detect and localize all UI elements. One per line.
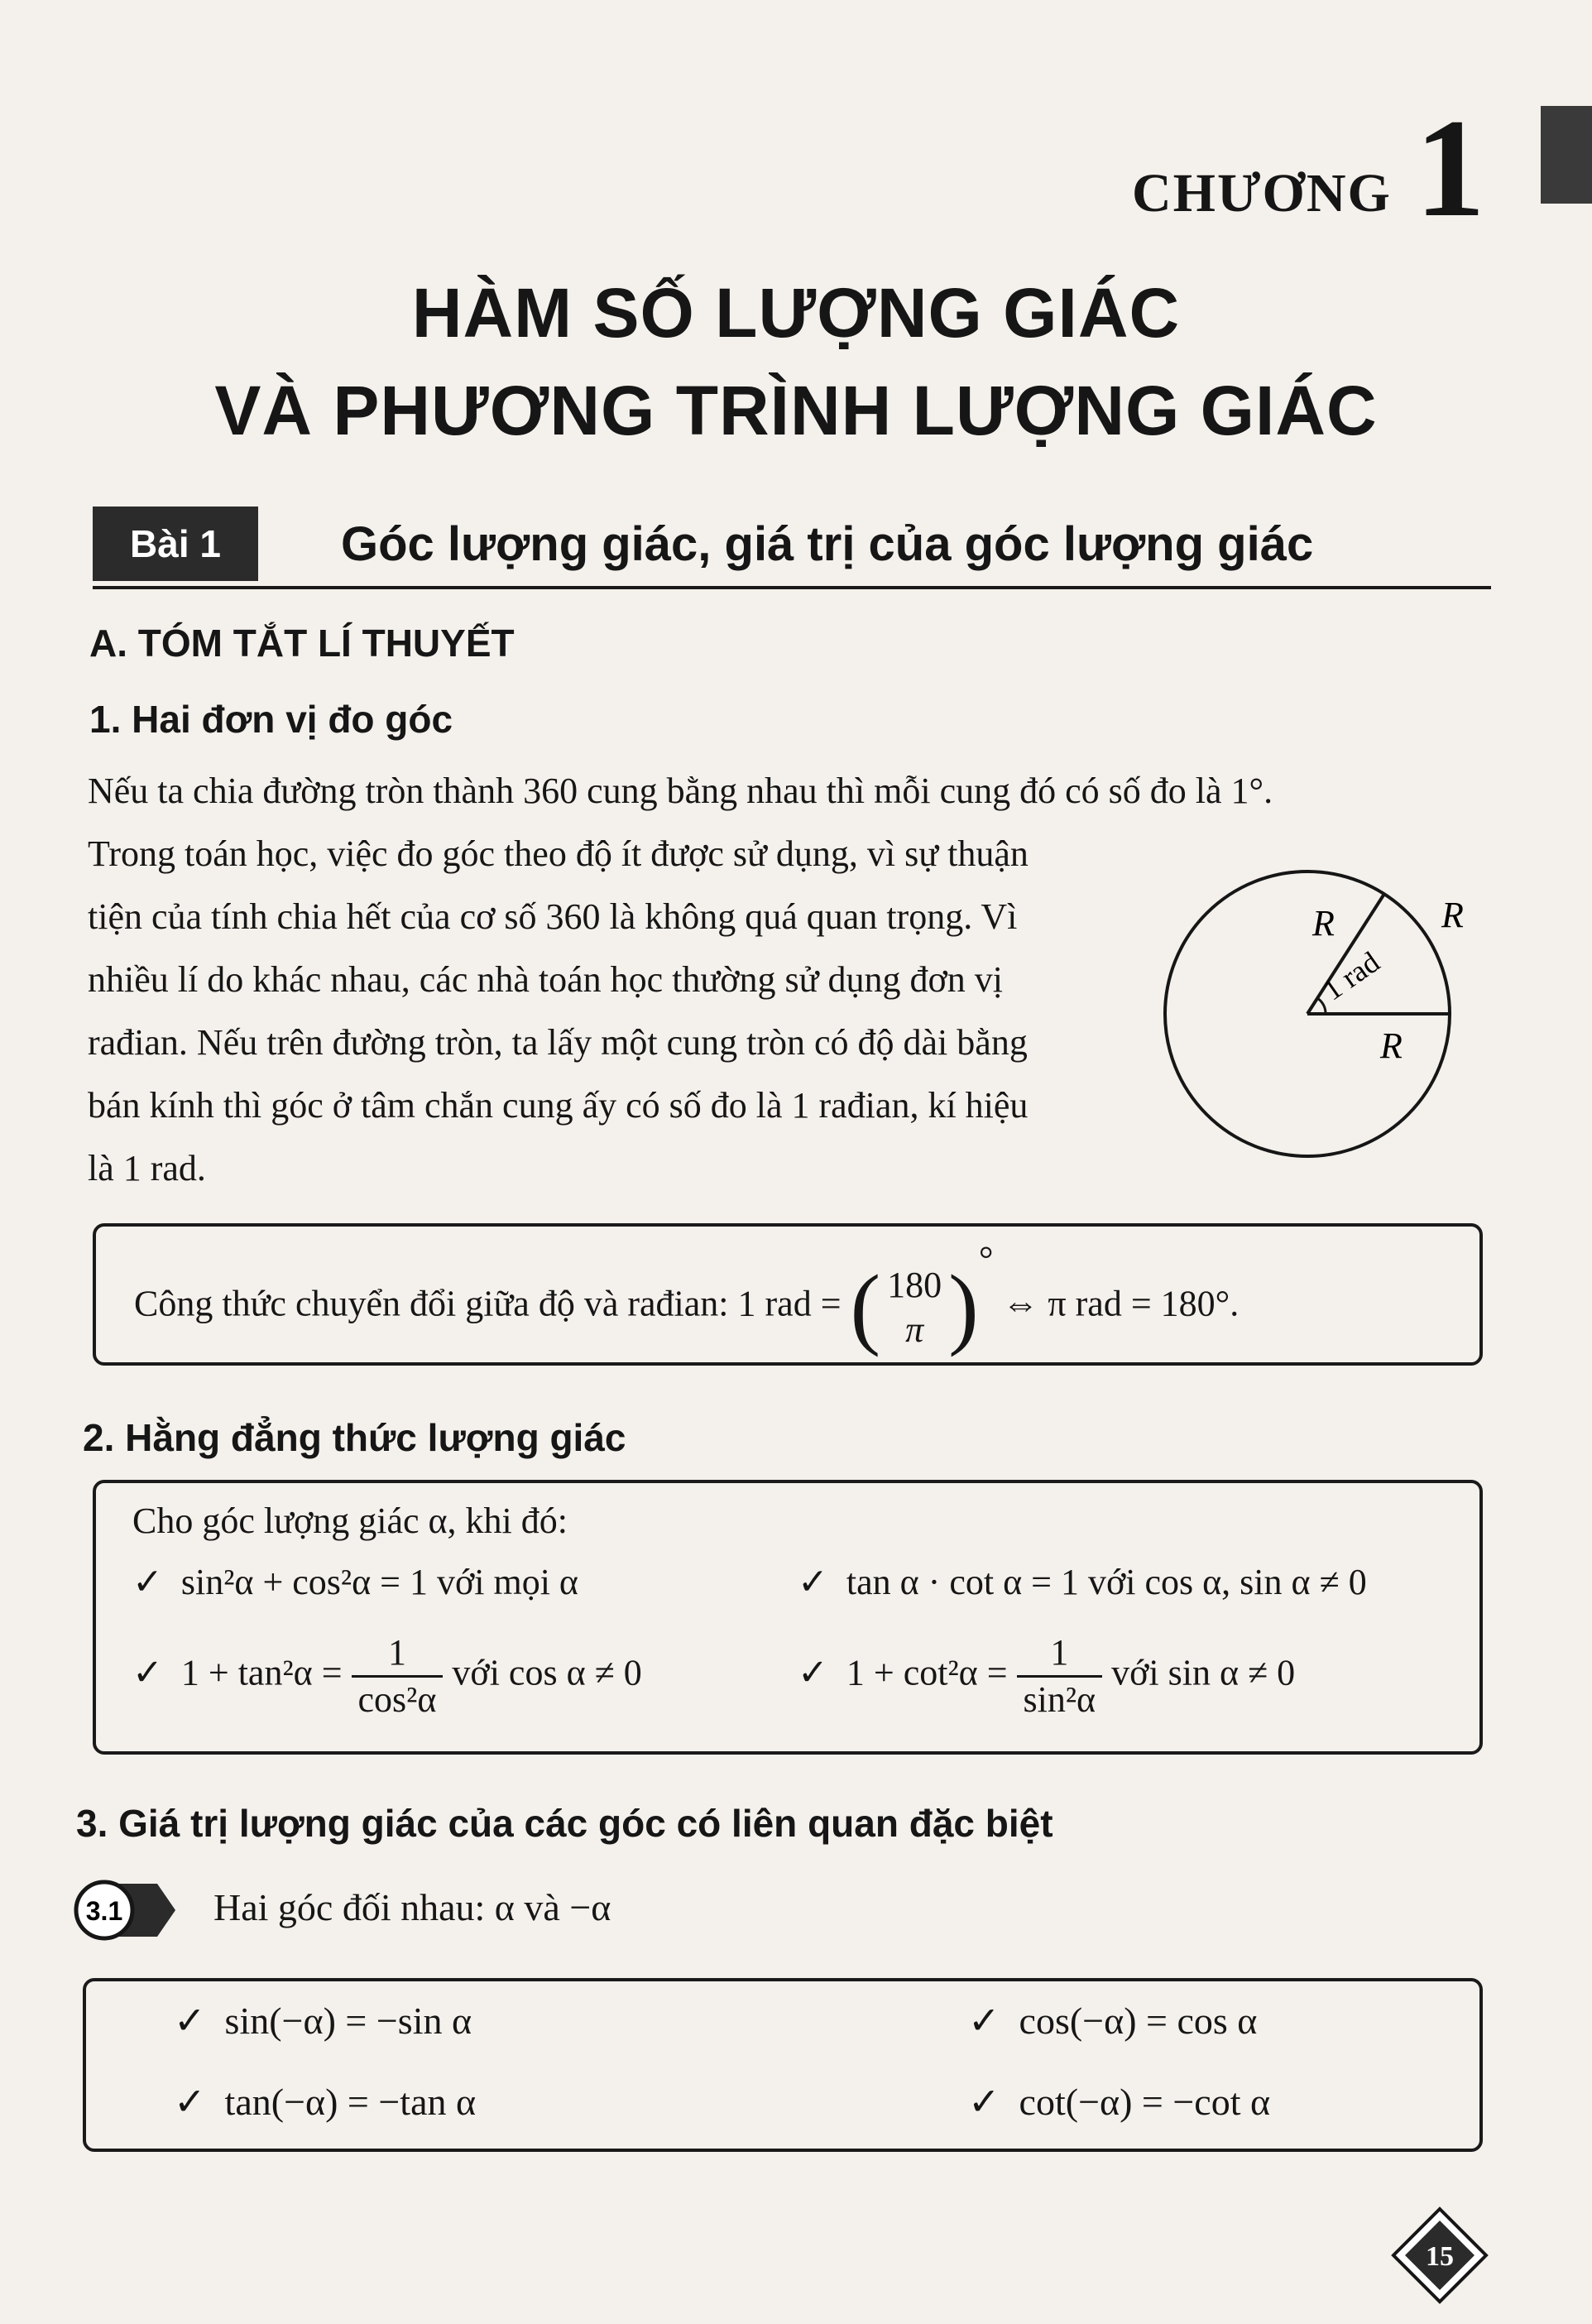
text-line: nhiều lí do khác nhau, các nhà toán học thường sử dụng đơn vị — [88, 959, 1003, 1000]
check-icon: ✓ — [132, 1562, 163, 1602]
lesson-badge: Bài 1 — [93, 507, 258, 581]
identity-fraction — [1017, 1630, 1103, 1722]
opposite-angles-box — [83, 1978, 1483, 2152]
section-a-heading: A. TÓM TẮT LÍ THUYẾT — [89, 622, 515, 665]
radius-label: R — [1380, 1025, 1403, 1066]
fraction-numerator: 1 — [1017, 1630, 1103, 1678]
text-line: tiện của tính chia hết của cơ số 360 là không quá quan trọng. Vì — [88, 896, 1018, 937]
identity-1 — [132, 1561, 578, 1603]
paren-right: ) — [948, 1256, 979, 1357]
formula-2 — [968, 1998, 1257, 2043]
formula-3 — [174, 2079, 476, 2124]
section-2-heading: 2. Hằng đẳng thức lượng giác — [83, 1416, 626, 1459]
lesson-title: Góc lượng giác, giá trị của góc lượng giác — [341, 517, 1314, 571]
formula-text: sin(−α) = −sin α — [224, 2000, 472, 2042]
angle-label: 1 rad — [1316, 944, 1386, 1007]
identity-text: 1 + tan²α = — [180, 1652, 352, 1693]
formula-4 — [968, 2079, 1270, 2124]
angle-arc — [1317, 998, 1326, 1014]
fraction-numerator: 180 — [887, 1264, 942, 1305]
subsection-badge — [66, 1877, 182, 1943]
identity-text: với cos α ≠ 0 — [443, 1652, 642, 1693]
text-line: rađian. Nếu trên đường tròn, ta lấy một cung tròn có độ dài bằng — [88, 1022, 1028, 1063]
check-icon: ✓ — [174, 2000, 206, 2042]
check-icon: ✓ — [968, 2000, 1000, 2042]
subsection-title: Hai góc đối nhau: α và −α — [213, 1886, 611, 1928]
chapter-tab — [1541, 106, 1592, 204]
page-number-badge — [1390, 2206, 1489, 2305]
conversion-box — [93, 1223, 1483, 1366]
paren-left: ( — [850, 1256, 881, 1357]
conversion-suffix: ⇔ π rad = 180°. — [993, 1283, 1240, 1324]
badge-text: 3.1 — [85, 1896, 123, 1926]
identity-4 — [798, 1630, 1295, 1722]
identities-intro: Cho góc lượng giác α, khi đó: — [132, 1501, 568, 1541]
check-icon: ✓ — [174, 2081, 206, 2123]
text-line: là 1 rad. — [88, 1148, 206, 1188]
formula-text: cot(−α) = −cot α — [1019, 2081, 1271, 2123]
degree-sign: ° — [978, 1239, 994, 1280]
identity-2 — [798, 1561, 1367, 1603]
identity-3 — [132, 1630, 642, 1722]
identity-text: 1 + cot²α = — [846, 1652, 1017, 1693]
formula-1 — [174, 1998, 472, 2043]
identity-text: tan α · cot α = 1 với cos α, sin α ≠ 0 — [846, 1562, 1367, 1602]
identity-text: với sin α ≠ 0 — [1102, 1652, 1296, 1693]
radius-label: R — [1312, 903, 1335, 944]
chapter-title-line1: HÀM SỐ LƯỢNG GIÁC — [411, 274, 1181, 352]
formula-text: tan(−α) = −tan α — [224, 2081, 477, 2123]
conversion-fraction — [880, 1263, 948, 1352]
chapter-number: 1 — [1415, 90, 1485, 246]
fraction-denominator: π — [905, 1308, 924, 1350]
check-icon: ✓ — [798, 1652, 828, 1693]
identities-box — [93, 1480, 1483, 1755]
lesson-rule — [93, 586, 1491, 589]
check-icon: ✓ — [798, 1562, 828, 1602]
radian-circle-diagram — [1150, 861, 1481, 1175]
text-line: bán kính thì góc ở tâm chắn cung ấy có số đo là 1 rađian, kí hiệu — [88, 1085, 1029, 1126]
fraction-denominator: cos²α — [357, 1679, 437, 1720]
conversion-prefix: Công thức chuyển đổi giữa độ và rađian: 1 rad = — [134, 1283, 851, 1324]
identity-text: sin²α + cos²α = 1 với mọi α — [180, 1562, 578, 1602]
text-line: Trong toán học, việc đo góc theo độ ít được sử dụng, vì sự thuận — [88, 833, 1029, 874]
check-icon: ✓ — [132, 1652, 163, 1693]
section-3-heading: 3. Giá trị lượng giác của các góc có liên quan đặc biệt — [76, 1802, 1053, 1845]
fraction-numerator: 1 — [352, 1630, 444, 1678]
identity-fraction — [352, 1630, 444, 1722]
text-line: Nếu ta chia đường tròn thành 360 cung bằng nhau thì mỗi cung đó có số đo là 1°. — [88, 771, 1273, 811]
chapter-label: CHƯƠNG — [1132, 163, 1392, 223]
arc-label: R — [1441, 895, 1464, 935]
section-1-heading: 1. Hai đơn vị đo góc — [89, 698, 453, 741]
conversion-formula — [134, 1239, 1240, 1360]
page-number: 15 — [1426, 2241, 1454, 2272]
chapter-title-line2: VÀ PHƯƠNG TRÌNH LƯỢNG GIÁC — [214, 372, 1378, 449]
check-icon: ✓ — [968, 2081, 1000, 2123]
fraction-denominator: sin²α — [1023, 1679, 1096, 1720]
formula-text: cos(−α) = cos α — [1019, 2000, 1258, 2042]
